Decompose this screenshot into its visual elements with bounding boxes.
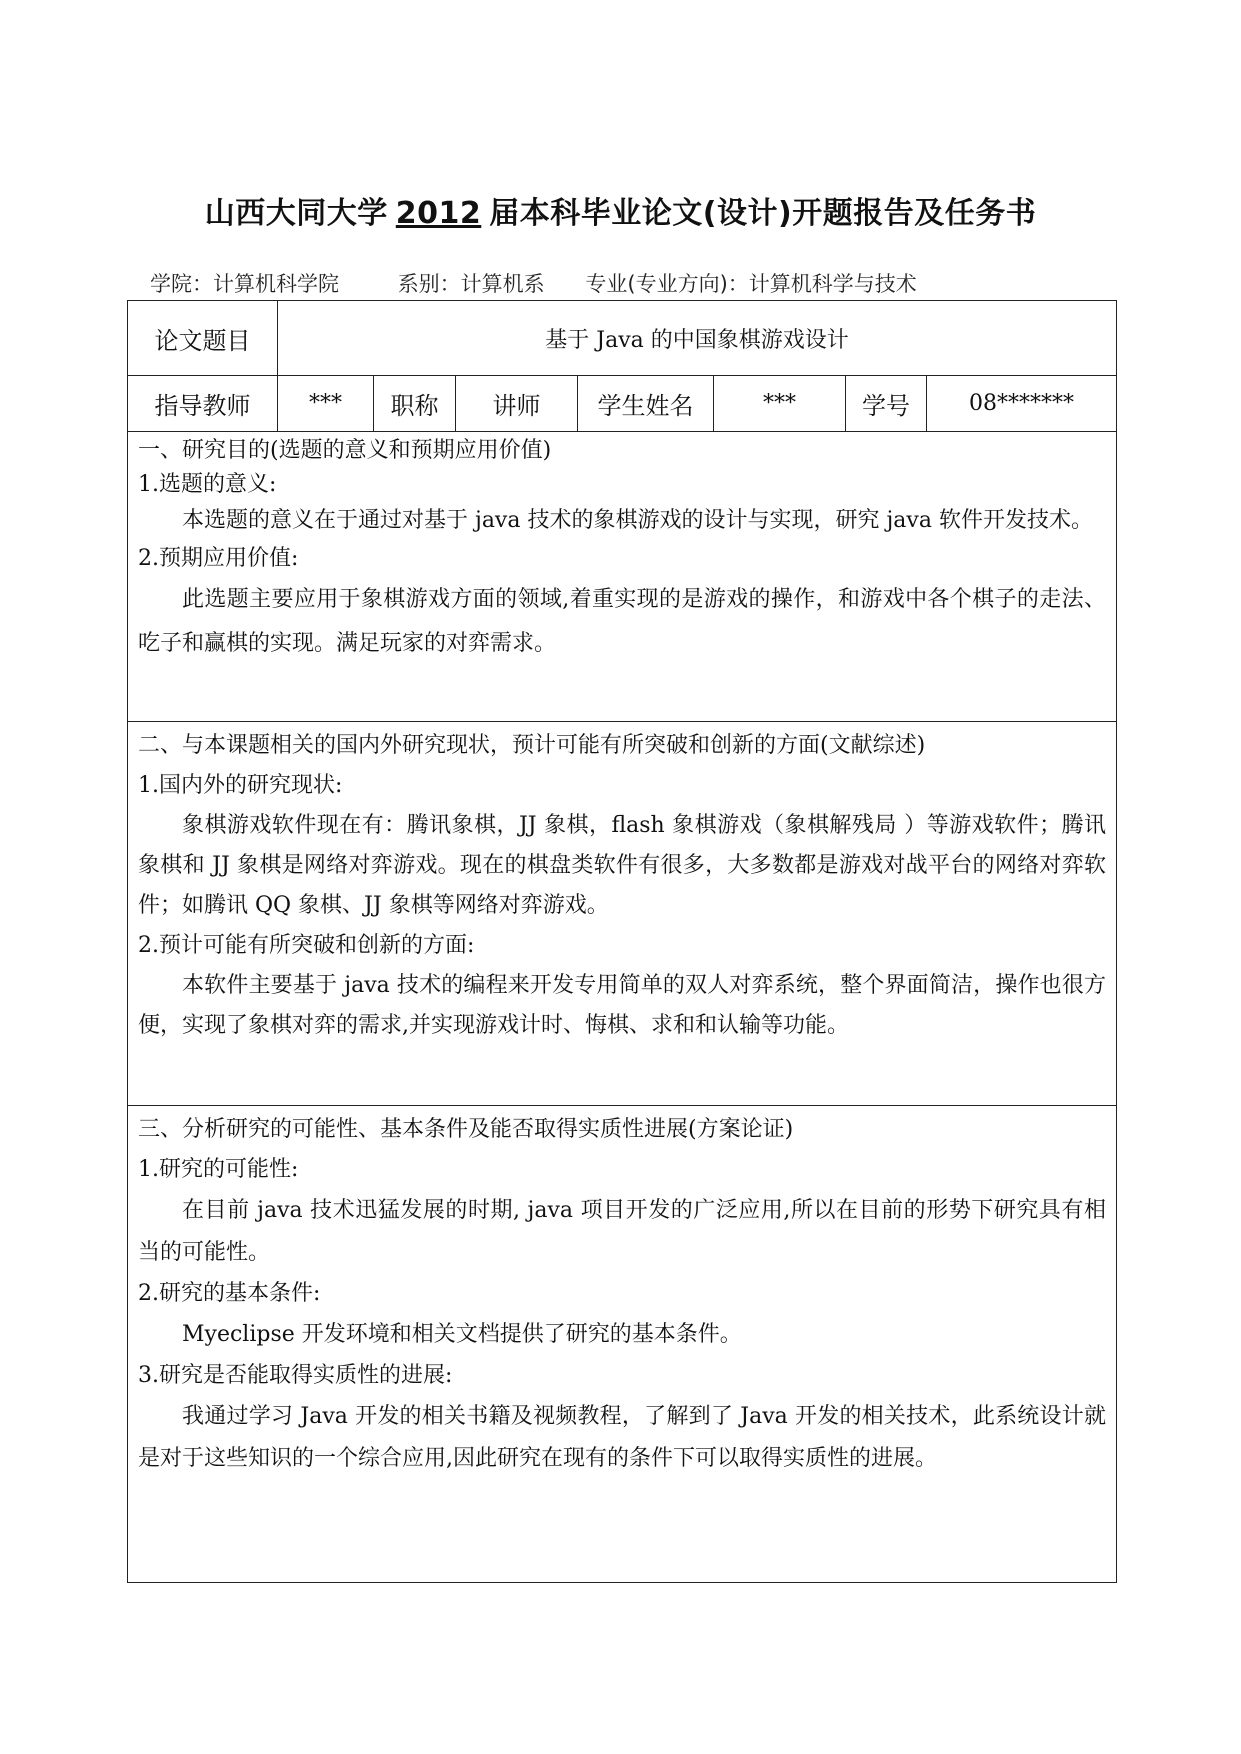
report-table: [127, 300, 1117, 1583]
subheading: 2.研究的基本条件:: [138, 1281, 321, 1306]
department-info: 系别：计算机系: [397, 272, 545, 296]
title-value: 讲师: [456, 376, 578, 431]
topic-row: [128, 301, 1116, 376]
advisor-label: 指导教师: [128, 376, 278, 431]
subheading: 1.选题的意义:: [138, 472, 277, 497]
subheading: 1.国内外的研究现状:: [138, 773, 343, 798]
major-info: 专业(专业方向)：计算机科学与技术: [585, 272, 917, 296]
college-info: 学院：计算机科学院: [150, 272, 339, 296]
paragraph: 本软件主要基于 java 技术的编程来开发专用简单的双人对弈系统，整个界面简洁，操作也很方便，实现了象棋对弈的需求,并实现游戏计时、悔棋、求和和认输等功能。: [138, 973, 1106, 1038]
id-value: 08*******: [969, 391, 1074, 416]
id-label: 学号: [846, 376, 927, 431]
meta-line: [150, 268, 917, 298]
section-literature-review: [128, 722, 1116, 1106]
advisor-value: ***: [278, 376, 374, 431]
paragraph: 我通过学习 Java 开发的相关书籍及视频教程，了解到了 Java 开发的相关技术，此系统设计就是对于这些知识的一个综合应用,因此研究在现有的条件下可以取得实质性的进展。: [138, 1404, 1106, 1471]
section-research-purpose: [128, 432, 1116, 722]
section-heading: 一、研究目的(选题的意义和预期应用价值): [138, 438, 552, 463]
paragraph: 在目前 java 技术迅猛发展的时期, java 项目开发的广泛应用,所以在目前的形势下研究具有相当的可能性。: [138, 1198, 1106, 1265]
paragraph: Myeclipse 开发环境和相关文档提供了研究的基本条件。: [182, 1322, 742, 1347]
subheading: 2.预计可能有所突破和创新的方面:: [138, 933, 475, 958]
title-suffix: 届本科毕业论文(设计)开题报告及任务书: [489, 196, 1037, 231]
subheading: 2.预期应用价值:: [138, 546, 299, 571]
paragraph: 象棋游戏软件现在有：腾讯象棋，JJ 象棋，flash 象棋游戏（象棋解残局 ）等游戏软件；腾讯象棋和 JJ 象棋是网络对弈游戏。现在的棋盘类软件有很多，大多数都是游戏对战平台的网络对弈软件；如腾讯 QQ 象棋、JJ 象棋等网络对弈游戏。: [138, 813, 1106, 918]
topic-value: 基于 Java 的中国象棋游戏设计: [545, 327, 849, 353]
section-heading: 三、分析研究的可能性、基本条件及能否取得实质性进展(方案论证): [138, 1117, 794, 1142]
title-label: 职称: [374, 376, 456, 431]
section-heading: 二、与本课题相关的国内外研究现状，预计可能有所突破和创新的方面(文献综述): [138, 733, 926, 758]
paragraph: 本选题的意义在于通过对基于 java 技术的象棋游戏的设计与实现，研究 java 软件开发技术。: [182, 508, 1093, 533]
section-feasibility: [128, 1106, 1116, 1584]
student-label: 学生姓名: [578, 376, 714, 431]
topic-label: 论文题目: [128, 301, 278, 375]
document-title: [0, 188, 1241, 232]
subheading: 3.研究是否能取得实质性的进展:: [138, 1363, 453, 1388]
title-prefix: 山西大同大学: [204, 196, 388, 231]
title-year: 2012: [395, 196, 482, 231]
subheading: 1.研究的可能性:: [138, 1157, 299, 1182]
student-value: ***: [714, 376, 846, 431]
paragraph: 此选题主要应用于象棋游戏方面的领域,着重实现的是游戏的操作，和游戏中各个棋子的走法、吃子和赢棋的实现。满足玩家的对弈需求。: [138, 587, 1106, 656]
people-row: [128, 376, 1116, 432]
